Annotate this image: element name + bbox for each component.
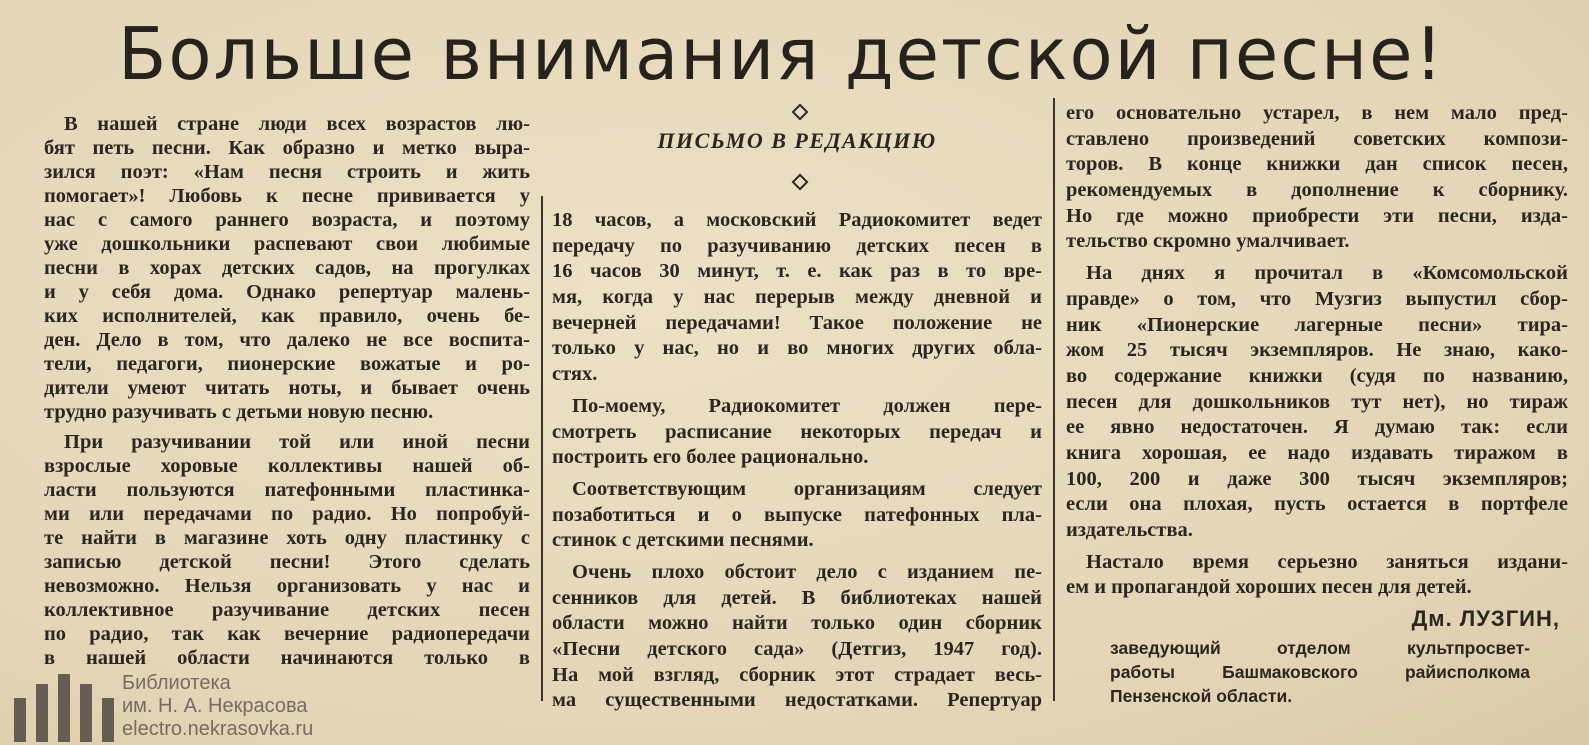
text-line: На днях я прочитал в «Комсомольской (1086, 262, 1568, 285)
text-line: При разучивании той или иной песни (64, 431, 530, 453)
text-line: смотреть расписание некоторых передач и (552, 420, 1042, 443)
text-line: ласти пользуются патефонными пластинка- (44, 479, 530, 501)
text-line: взрослые хоровые коллективы нашей об- (44, 455, 530, 477)
library-logo-icon (14, 674, 114, 742)
text-line: рекомендуемых в дополнение к сборнику. (1066, 179, 1568, 202)
watermark-url: electro.nekrasovka.ru (122, 718, 314, 740)
article-column-1 (44, 112, 530, 670)
text-line: стинок с детскими песнями. (552, 529, 814, 552)
text-line: ем и пропагандой хороших песен для детей. (1066, 576, 1472, 599)
author-position-line: заведующий отделом культпросвет- (1110, 638, 1530, 658)
watermark-library: Библиотека (122, 672, 231, 694)
author-position (1110, 636, 1530, 708)
text-line: невозможно. Нельзя организовать у нас и (44, 575, 530, 597)
text-line: его основательно устарел, в нем мало пред- (1066, 102, 1568, 124)
text-line: дители умеют читать ноты, и бывает очень (44, 377, 530, 399)
text-line: жом 25 тысяч экземпляров. Не знаю, како- (1066, 339, 1568, 362)
text-line: книга хорошая, ее надо издавать тиражом в (1066, 441, 1568, 464)
text-line: уже дошкольники распевают свои любимые (44, 233, 530, 255)
text-line: песен для дошкольников тут нет), но тираж (1066, 390, 1568, 413)
text-line: ма существенными недостатками. Репертуар (552, 689, 1042, 712)
text-line: На мой взгляд, сборник этот страдает весь- (552, 663, 1042, 686)
text-line: Соответствующим организациям следует (572, 477, 1042, 500)
text-line: передачу по разучиванию детских песен в (552, 234, 1042, 257)
text-line: В нашей стране люди всех возрастов лю- (64, 113, 530, 135)
author-position-line: Пензенской области. (1110, 686, 1293, 706)
text-line: только у нас, но и во многих других обла- (552, 337, 1042, 360)
text-line: ден. Дело в том, что далеко не все воспита- (44, 329, 530, 351)
watermark-library-name: им. Н. А. Некрасова (122, 695, 308, 717)
text-line: записью детской песни! Этого сделать (44, 551, 530, 573)
text-line: по радио, так как вечерние радиопередачи (44, 623, 530, 645)
text-line: торов. В конце книжки дан список песен, (1066, 153, 1568, 176)
text-line: песни в хорах детских садов, на прогулках (44, 257, 530, 279)
text-line: тельство скромно умалчивает. (1066, 230, 1350, 253)
column-divider (1053, 98, 1055, 701)
text-line: мя, когда у нас перерыв между дневной и (552, 286, 1042, 309)
article-column-3 (1066, 101, 1568, 601)
text-line: зился поэт: «Нам песня строить и жить (44, 161, 530, 183)
article-column-2 (552, 208, 1042, 714)
rubric: ПИСЬМО В РЕДАКЦИЮ (657, 128, 937, 153)
headline: Больше внимания детской песне! (118, 12, 1445, 96)
text-line: Очень плохо обстоит дело с изданием пе- (572, 560, 1042, 583)
text-line: «Песни детского сада» (Детгиз, 1947 год). (552, 638, 1042, 660)
text-line: и у себя дома. Однако репертуар малень- (44, 281, 530, 303)
text-line: те найти в магазине хоть одну пластинку с (44, 527, 530, 549)
text-line: вечерней передачами! Такое положение не (552, 311, 1042, 334)
text-line: ставлено произведений советских компози- (1066, 127, 1568, 150)
text-line: Но где можно приобрести эти песни, изда- (1066, 204, 1568, 227)
text-line: в нашей области начинаются только в (44, 647, 530, 669)
text-line: сенников для детей. В библиотеках нашей (552, 586, 1042, 609)
text-line: ми или передачами по радио. Но попробуй- (44, 503, 530, 525)
text-line: нас с самого раннего возраста, и поэтому (44, 209, 530, 231)
column-divider (541, 196, 543, 701)
text-line: стях. (552, 363, 598, 386)
text-line: 16 часов 30 минут, т. е. как раз в то вре- (552, 260, 1042, 283)
text-line: ник «Пионерские лагерные песни» тира- (1066, 313, 1568, 336)
text-line: во содержание книжки (судя по названию, (1066, 364, 1568, 387)
text-line: 18 часов, а московский Радиокомитет ведет (552, 209, 1042, 231)
text-line: тели, педагоги, пионерские вожатые и ро- (44, 353, 530, 375)
text-line: помогает»! Любовь к песне прививается у (44, 185, 530, 207)
text-line: области можно найти только один сборник (552, 612, 1042, 635)
text-line: построить его более рационально. (552, 446, 869, 469)
text-line: 100, 200 и даже 300 тысяч экземпляров; (1066, 467, 1568, 490)
text-line: трудно разучивать с детьми новую песню. (44, 401, 434, 423)
text-line: По-моему, Радиокомитет должен пере- (572, 394, 1042, 417)
text-line: издательства. (1066, 519, 1193, 541)
text-line: правде» о том, что Музгиз выпустил сбор- (1066, 287, 1568, 310)
text-line: если она плохая, пусть остается в портфеле (1066, 493, 1568, 516)
text-line: ее явно недостаточен. Я думаю так: если (1066, 416, 1568, 439)
text-line: позаботиться и о выпуске патефонных пла- (552, 503, 1042, 526)
text-line: бят петь песни. Как образно и метко выра- (44, 137, 530, 159)
text-line: Настало время серьезно заняться издани- (1086, 550, 1568, 573)
text-line: ких исполнителей, как правило, очень бе- (44, 305, 530, 327)
author-name: Дм. ЛУЗГИН, (1411, 606, 1560, 631)
text-line: коллективное разучивание детских песен (44, 599, 530, 621)
author-position-line: работы Башмаковского райисполкома (1110, 662, 1530, 682)
